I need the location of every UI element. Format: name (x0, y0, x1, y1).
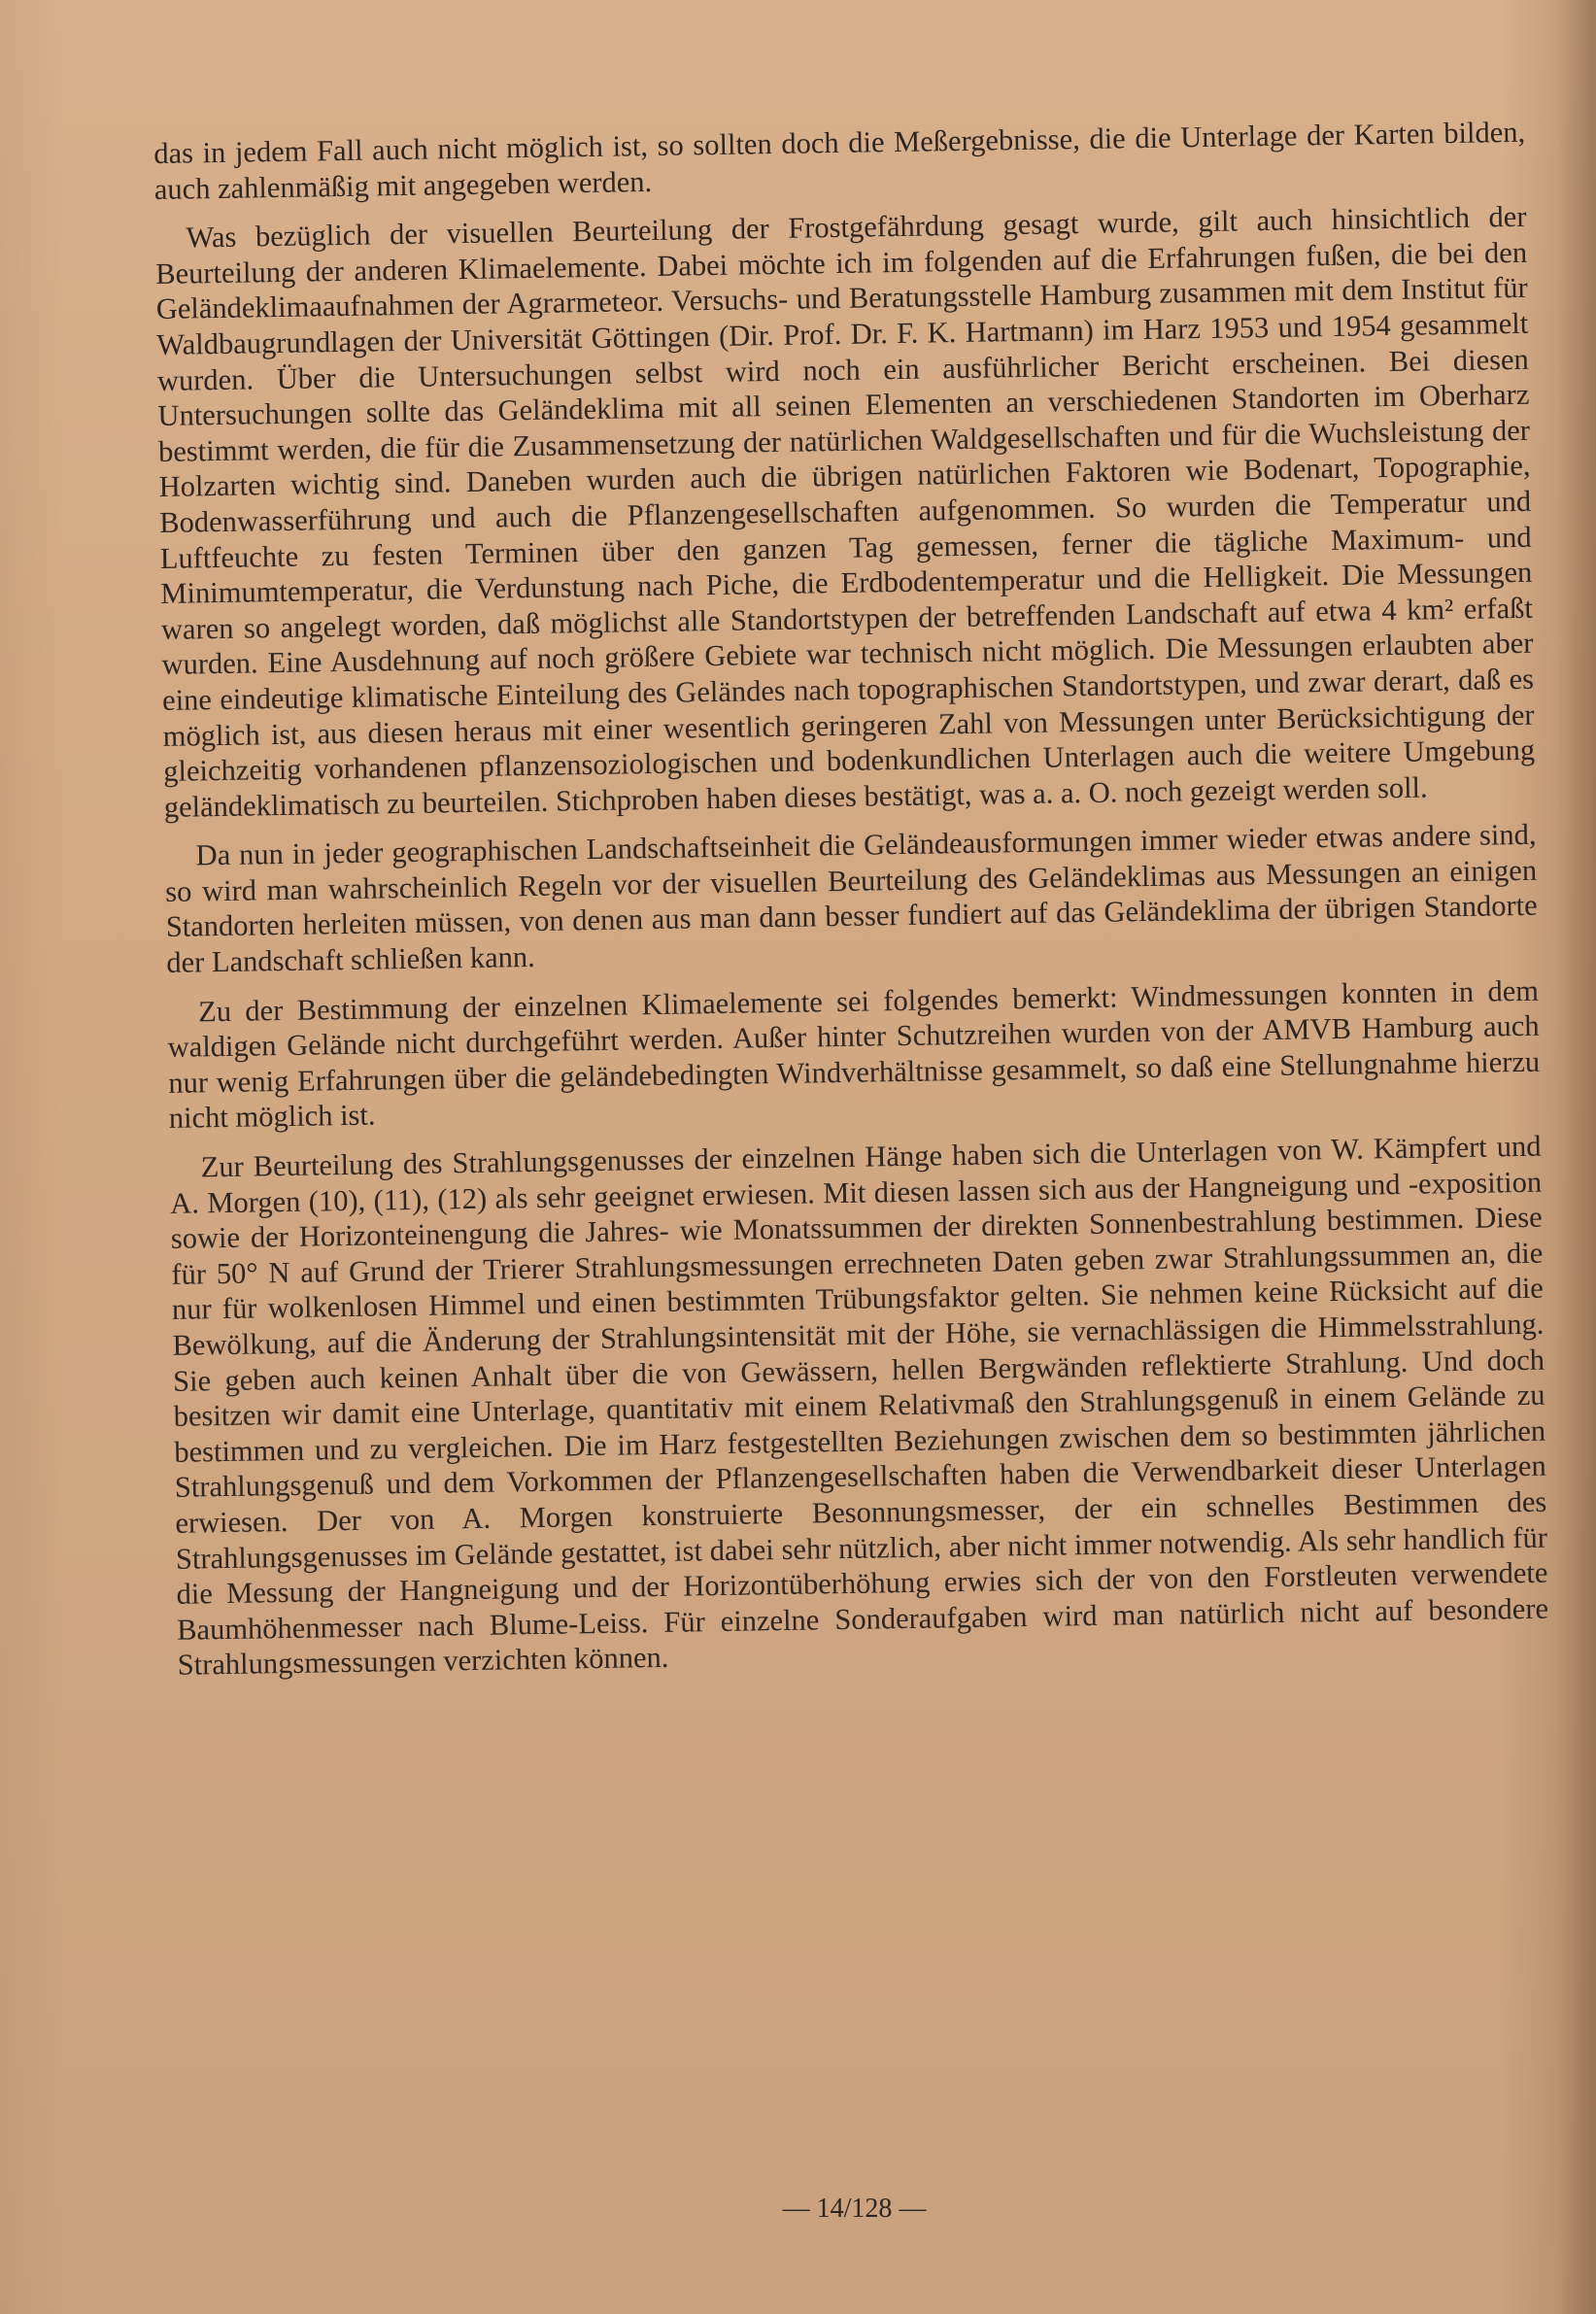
paragraph-5: Zur Beurteilung des Strahlungsgenusses der einzelnen Hänge haben sich die Unterlagen von W. Kämpfert und A. Morgen (10), (11), (12) als sehr geeignet erwiesen. Mit diesen lassen sich aus der Hangneigung und -exposition sowie der Horizonteinengung die Jahres- wie Monatssummen der direkten Sonnenbestrahlung bestimmen. Diese für 50° N auf Grund der Trierer Strahlungsmessungen errechneten Daten geben zwar Strahlungssummen an, die nur für wolkenlosen Himmel und einen bestimmten Trübungsfaktor gelten. Sie nehmen keine Rücksicht auf die Bewölkung, auf die Änderung der Strahlungsintensität mit der Höhe, sie vernachlässigen die Himmelsstrahlung. Sie geben auch keinen Anhalt über die von Gewässern, hellen Bergwänden reflektierte Strahlung. Und doch besitzen wir damit eine Unterlage, quantitativ mit einem Relativmaß den Strahlungsgenuß in einem Gelände zu bestimmen und zu vergleichen. Die im Harz festgestellten Beziehungen zwischen dem so bestimmten jährlichen Strahlungsgenuß und dem Vorkommen der Pflanzengesellschaften haben die Verwendbarkeit dieser Unterlagen erwiesen. Der von A. Morgen konstruierte Besonnungsmesser, der ein schnelles Bestimmen des Strahlungsgenusses im Gelände gestattet, ist dabei sehr nützlich, aber nicht immer notwendig. Als sehr handlich für die Messung der Hangneigung und der Horizontüberhöhung erwies sich der von den Forstleuten verwendete Baumhöhenmesser nach Blume-Leiss. Für einzelne Sonderaufgaben wird man natürlich nicht auf besondere Strahlungsmessungen verzichten können. (169, 1129, 1549, 1683)
paragraph-2: Was bezüglich der visuellen Beurteilung der Frostgefährdung gesagt wurde, gilt auch hinsichtlich der Beurteilung der anderen Klimaelemente. Dabei möchte ich im folgenden auf die Erfahrungen fußen, die bei den Geländeklimaaufnahmen der Agrarmeteor. Versuchs- und Beratungsstelle Hamburg zusammen mit dem Institut für Waldbaugrundlagen der Universität Göttingen (Dir. Prof. Dr. F. K. Hartmann) im Harz 1953 und 1954 gesammelt wurden. Über die Untersuchungen selbst wird noch ein ausführlicher Bericht erscheinen. Bei diesen Untersuchungen sollte das Geländeklima mit all seinen Elementen an verschiedenen Standorten im Oberharz bestimmt werden, die für die Zusammensetzung der natürlichen Waldgesellschaften und für die Wuchsleistung der Holzarten wichtig sind. Daneben wurden auch die übrigen natürlichen Faktoren wie Bodenart, Topographie, Bodenwasserführung und auch die Pflanzengesellschaften aufgenommen. So wurden die Temperatur und Luftfeuchte zu festen Terminen über den ganzen Tag gemessen, ferner die tägliche Maximum- und Minimumtemperatur, die Verdunstung nach Piche, die Erdbodentemperatur und die Helligkeit. Die Messungen waren so angelegt worden, daß möglichst alle Standortstypen der betreffenden Landschaft auf etwa 4 km² erfaßt wurden. Eine Ausdehnung auf noch größere Gebiete war technisch nicht möglich. Die Messungen erlaubten aber eine eindeutige klimatische Einteilung des Geländes nach topographischen Standortstypen, und zwar derart, daß es möglich ist, aus diesen heraus mit einer wesentlich geringeren Zahl von Messungen unter Berücksichtigung der gleichzeitig vorhandenen pflanzensoziologischen und bodenkundlichen Unterlagen auch die weitere Umgebung geländeklimatisch zu beurteilen. Stichproben haben dieses bestätigt, was a. a. O. noch gezeigt werden soll. (154, 199, 1536, 824)
body-text (153, 115, 1549, 1697)
paragraph-1: das in jedem Fall auch nicht möglich ist, so sollten doch die Meßergebnisse, die die Unterlage der Karten bilden, auch zahlenmäßig mit angegeben werden. (153, 115, 1526, 206)
paragraph-3: Da nun in jeder geographischen Landschaftseinheit die Geländeausformungen immer wieder etwas andere sind, so wird man wahrscheinlich Regeln vor der visuellen Beurteilung des Geländeklimas aus Messungen an einigen Standorten herleiten müssen, von denen aus man dann besser fundiert auf das Geländeklima der übrigen Standorte der Landschaft schließen kann. (164, 818, 1538, 979)
paragraph-4: Zu der Bestimmung der einzelnen Klimaelemente sei folgendes bemerkt: Windmessungen konnten in dem waldigen Gelände nicht durchgeführt werden. Außer hinter Schutzreihen wurden von der AMVB Hamburg auch nur wenig Erfahrungen über die geländebedingten Windverhältnisse gesammelt, so daß eine Stellungnahme hierzu nicht möglich ist. (167, 973, 1541, 1136)
page-edge-shadow (1557, 0, 1596, 2314)
page-number: — 14/128 — (782, 2194, 927, 2224)
